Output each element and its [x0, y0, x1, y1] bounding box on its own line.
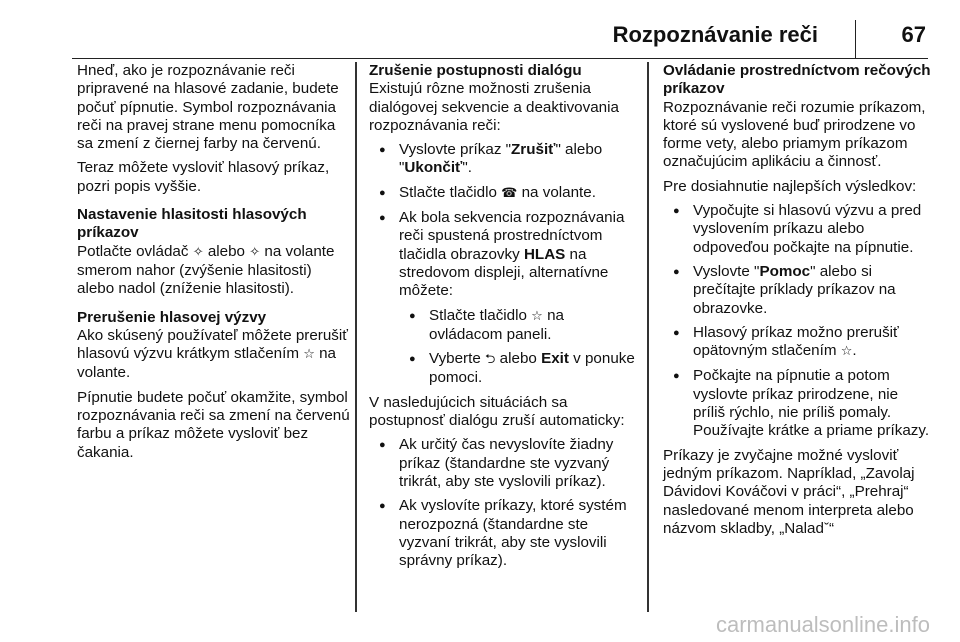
paragraph-ready: Hneď, ako je rozpoznávanie reči pripravené na hlasové zadanie, budete počuť pípnutie. Symbol rozpoznávania reči na pravej strane menu pomocníka sa zmení z čiernej farby na červenú. — [77, 62, 339, 153]
column-divider-1 — [355, 62, 357, 612]
list-item: ● Ak vyslovíte príkazy, ktoré systém nerozpozná (štandardne ste vyzvaní trikrát, aby ste vyslovili správny príkaz). — [369, 497, 637, 570]
column-divider-2 — [647, 62, 649, 612]
paragraph-understands: Rozpoznávanie reči rozumie príkazom, ktoré sú vyslovené buď prirodzene vo forme vety, alebo priamym príkazom označujúcim aplikáciu a činnosť. — [663, 98, 926, 171]
sub-list — [399, 307, 637, 388]
heading-cancel: Zrušenie postupnosti dialógu — [369, 62, 582, 79]
list-item: ● Stlačte tlačidlo ☎ na volante. — [369, 184, 637, 203]
paragraph-commands: Príkazy je zvyčajne možné vysloviť jedným príkazom. Napríklad, „Zavolaj Dávidovi Kováčovi v práci“, „Prehraj“ nasledované menom interpreta alebo názvom skladby, „Naladˇ“ — [663, 446, 915, 537]
header-divider — [855, 20, 857, 58]
volume-down-icon: ✧ — [249, 244, 261, 260]
paragraph-cancel-intro: Existujú rôzne možnosti zrušenia dialógovej sekvencie a deaktivovania rozpoznávania reči: — [369, 80, 619, 134]
page-number: 67 — [901, 22, 926, 47]
column-2 — [369, 62, 637, 576]
column-1 — [77, 62, 352, 468]
tips-list — [663, 202, 931, 441]
list-item: ● Ak určitý čas nevyslovíte žiadny príkaz (štandardne ste vyzvaný trikrát, aby ste vyslovili príkaz). — [369, 436, 637, 491]
paragraph-auto-cancel: V nasledujúcich situáciách sa postupnosť dialógu zruší automaticky: — [369, 393, 625, 430]
heading-control: Ovládanie prostredníctvom rečových príkazov — [663, 62, 931, 98]
list-item: ● Vyslovte "Pomoc" alebo si prečítajte príklady príkazov na obrazovke. — [663, 263, 931, 318]
paragraph-beep: Pípnutie budete počuť okamžite, symbol rozpoznávania reči sa zmení na červenú farbu a príkaz môžete vysloviť bez čakania. — [77, 388, 350, 461]
list-item: ● Hlasový príkaz možno prerušiť opätovným stlačením ☆. — [663, 324, 931, 362]
column-3 — [663, 62, 931, 544]
paragraph-volume: Potlačte ovládač ✧ alebo ✧ na volante smerom nahor (zvýšenie hlasitosti) alebo nadol (zníženie hlasitosti). — [77, 242, 335, 298]
cancel-list — [369, 141, 637, 388]
sub-list-item: ● Vyberte ⮌ alebo Exit v ponuke pomoci. — [399, 350, 637, 388]
list-item: ● Počkajte na pípnutie a potom vyslovte príkaz prirodzene, nie príliš rýchlo, nie príliš pomaly. Používajte krátke a priame príkazy. — [663, 367, 931, 440]
back-icon: ⮌ — [485, 352, 496, 368]
watermark: carmanualsonline.info — [715, 612, 930, 637]
paragraph-best-results: Pre dosiahnutie najlepších výsledkov: — [663, 177, 917, 195]
list-item: ● Vypočujte si hlasovú výzvu a pred vyslovením príkazu alebo odpoveďou počkajte na pípnutie. — [663, 202, 931, 257]
heading-interrupt: Prerušenie hlasovej výzvy — [77, 308, 267, 326]
page-header — [72, 0, 928, 59]
voice-button-icon: ☆ — [531, 308, 543, 324]
page-title: Rozpoznávanie reči — [612, 22, 818, 47]
voice-icon: ☆ — [303, 347, 315, 363]
heading-volume: Nastavenie hlasitosti hlasových príkazov — [77, 206, 307, 242]
hangup-icon: ☎ — [501, 185, 518, 201]
auto-cancel-list — [369, 436, 637, 570]
voice-icon: ☆ — [840, 344, 853, 360]
sub-list-item: ● Stlačte tlačidlo ☆ na ovládacom paneli. — [399, 307, 637, 345]
paragraph-speak: Teraz môžete vysloviť hlasový príkaz, pozri popis vyššie. — [77, 159, 330, 195]
list-item: ● Vyslovte príkaz "Zrušiť" alebo "Ukončiť". — [369, 141, 637, 178]
volume-up-icon: ✧ — [192, 244, 204, 260]
paragraph-interrupt: Ako skúsený používateľ môžete prerušiť hlasovú výzvu krátkym stlačením ☆ na volante. — [77, 326, 348, 382]
list-item: ● Ak bola sekvencia rozpoznávania reči spustená prostredníctvom tlačidla obrazovky HLAS na stredovom displeji, alternatívne môžete: ● Stlačte tlačidlo ☆ na ovládacom paneli. ● Vyberte ⮌ alebo Exit v ponuke pomoci. — [369, 209, 637, 388]
